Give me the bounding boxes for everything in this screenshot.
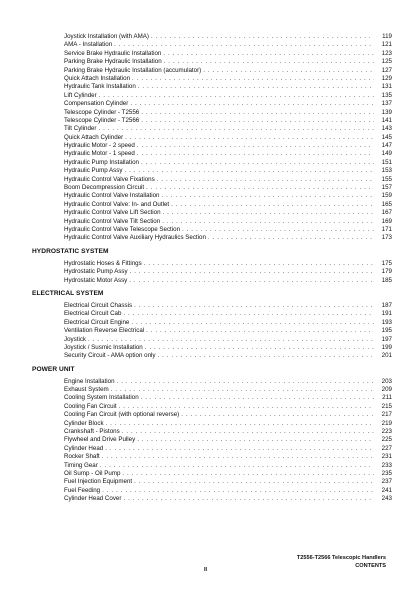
entry-page-number: 233: [381, 461, 392, 469]
toc-entry[interactable]: [32, 462, 392, 470]
entry-page-number: 175: [381, 259, 392, 267]
entry-page-number: 203: [381, 377, 392, 385]
dot-leader: [124, 167, 374, 175]
entry-page-number: 139: [381, 108, 392, 116]
entry-title: Electrical Circuit Chassis: [64, 301, 133, 309]
entry-page-number: 201: [381, 352, 392, 360]
toc-entry[interactable]: [32, 352, 392, 360]
toc-entry[interactable]: [32, 478, 392, 486]
toc-entry[interactable]: [32, 109, 392, 117]
entry-title: Crankshaft - Pistons: [64, 428, 120, 436]
entry-title: Cylinder Head Cover: [64, 495, 122, 503]
entry-title: Hydraulic Control Valve Lift Section: [64, 209, 161, 217]
toc-entry[interactable]: [32, 411, 392, 419]
entry-page-number: 127: [381, 66, 392, 74]
dot-leader: [162, 218, 374, 226]
toc-entry[interactable]: [32, 234, 392, 242]
toc-entry[interactable]: [32, 336, 392, 344]
toc-entry[interactable]: [32, 134, 392, 142]
entry-page-number: 121: [381, 41, 392, 49]
dot-leader: [130, 100, 374, 108]
toc-section: [32, 289, 392, 361]
entry-title: Cooling Fan Circuit (with optional reverse): [64, 411, 180, 419]
entry-page-number: 125: [381, 58, 392, 66]
toc-entry[interactable]: [32, 495, 392, 503]
dot-leader: [137, 150, 374, 158]
entry-page-number: 123: [381, 49, 392, 57]
dot-leader: [123, 495, 374, 503]
entry-page-number: 179: [381, 268, 392, 276]
entry-page-number: 151: [381, 158, 392, 166]
toc-entry[interactable]: [32, 302, 392, 310]
toc-section: [32, 33, 392, 243]
entry-title: Rocker Shaft: [64, 453, 100, 461]
toc-entry[interactable]: [32, 445, 392, 453]
entry-page-number: 153: [381, 167, 392, 175]
entry-page-number: 171: [381, 225, 392, 233]
entry-title: Exhaust System: [64, 386, 109, 394]
toc-entry[interactable]: [32, 41, 392, 49]
dot-leader: [137, 142, 374, 150]
entry-page-number: 141: [381, 116, 392, 124]
toc-entry[interactable]: [32, 125, 392, 133]
section-heading: POWER UNIT: [32, 365, 75, 373]
toc-entry[interactable]: [32, 487, 392, 495]
toc-entry[interactable]: [32, 436, 392, 444]
toc-entry[interactable]: [32, 184, 392, 192]
toc-entry[interactable]: [32, 403, 392, 411]
entry-page-number: 149: [381, 150, 392, 158]
dot-leader: [102, 487, 374, 495]
entry-title: Boom Decompression Circuit: [64, 184, 145, 192]
entry-title: Cylinder Head: [64, 444, 104, 452]
entry-title: Quick Attach Installation: [64, 74, 131, 82]
section-heading: HYDROSTATIC SYSTEM: [32, 247, 109, 255]
dot-leader: [141, 117, 374, 125]
entry-page-number: 137: [381, 100, 392, 108]
toc-entry[interactable]: [32, 83, 392, 91]
entry-title: Security Circuit - AMA option only: [64, 352, 156, 360]
toc-entry[interactable]: [32, 192, 392, 200]
dot-leader: [88, 336, 374, 344]
entry-page-number: 131: [381, 83, 392, 91]
footer-title-block: [297, 555, 386, 570]
toc-entry[interactable]: [32, 58, 392, 66]
entry-title: Hydraulic Control Valve Fixations: [64, 175, 155, 183]
footer-doc-title: T2556-T2566 Telescopic Handlers: [296, 555, 386, 561]
entry-title: Hydrostatic Pump Assy: [64, 268, 128, 276]
toc-section: [32, 365, 392, 504]
dot-leader: [144, 260, 374, 268]
entry-title: Hydraulic Control Valve: In- and Outlet: [64, 200, 170, 208]
entry-page-number: 159: [381, 192, 392, 200]
entry-title: Cooling Fan Circuit: [64, 402, 117, 410]
entry-page-number: 147: [381, 142, 392, 150]
dot-leader: [111, 386, 374, 394]
entry-title: Lift Cylinder: [64, 91, 97, 99]
toc-entry[interactable]: [32, 378, 392, 386]
dot-leader: [138, 83, 374, 91]
entry-page-number: 185: [381, 276, 392, 284]
entry-title: Hydrostatic Motor Assy: [64, 276, 128, 284]
dot-leader: [102, 453, 374, 461]
footer-page-number: II: [204, 567, 208, 573]
dot-leader: [132, 75, 374, 83]
toc-entry[interactable]: [32, 344, 392, 352]
entry-page-number: 187: [381, 301, 392, 309]
dot-leader: [146, 184, 374, 192]
dot-leader: [181, 411, 374, 419]
entry-page-number: 193: [381, 318, 392, 326]
entry-page-number: 209: [381, 386, 392, 394]
entry-page-number: 191: [381, 310, 392, 318]
entry-title: Compensation Cylinder: [64, 100, 129, 108]
dot-leader: [119, 403, 374, 411]
dot-leader: [99, 92, 374, 100]
toc-entry[interactable]: [32, 33, 392, 41]
dot-leader: [117, 378, 374, 386]
dot-leader: [114, 41, 374, 49]
toc-section: [32, 247, 392, 285]
dot-leader: [162, 192, 375, 200]
dot-leader: [134, 478, 374, 486]
dot-leader: [163, 209, 374, 217]
toc-entry[interactable]: [32, 470, 392, 478]
entry-page-number: 243: [381, 495, 392, 503]
dot-leader: [106, 420, 374, 428]
entry-title: Hydraulic Control Valve Auxiliary Hydraulics Section: [64, 234, 206, 242]
entry-title: Fuel Feeding: [64, 486, 101, 494]
entry-page-number: 195: [381, 327, 392, 335]
dot-leader: [134, 302, 374, 310]
dot-leader: [122, 470, 374, 478]
dot-leader: [163, 50, 374, 58]
dot-leader: [146, 327, 374, 335]
toc-entry[interactable]: [32, 268, 392, 276]
entry-title: Flywheel and Drive Pulley: [64, 436, 136, 444]
entry-title: Hydraulic Tank Installation: [64, 83, 136, 91]
toc-entry[interactable]: [32, 67, 392, 75]
dot-leader: [203, 67, 374, 75]
toc-entry[interactable]: [32, 117, 392, 125]
dot-leader: [125, 134, 374, 142]
entry-title: Electrical Circuit Engine: [64, 318, 130, 326]
entry-page-number: 173: [381, 234, 392, 242]
entry-page-number: 199: [381, 343, 392, 351]
entry-title: Fuel Injection Equipment: [64, 478, 133, 486]
dot-leader: [131, 319, 374, 327]
dot-leader: [157, 176, 374, 184]
entry-title: Tilt Cylinder: [64, 125, 97, 133]
dot-leader: [151, 33, 374, 41]
toc-entry[interactable]: [32, 218, 392, 226]
entry-page-number: 225: [381, 436, 392, 444]
entry-title: Cooling System Installation: [64, 394, 139, 402]
entry-title: Joystick / Susmic Installation: [64, 343, 143, 351]
entry-page-number: 237: [381, 478, 392, 486]
dot-leader: [141, 394, 374, 402]
toc-entry[interactable]: [32, 75, 392, 83]
dot-leader: [171, 201, 374, 209]
toc-entry[interactable]: [32, 394, 392, 402]
entry-page-number: 197: [381, 335, 392, 343]
entry-title: Hydraulic Control Valve Tilt Section: [64, 217, 161, 225]
entry-title: Cylinder Block: [64, 419, 104, 427]
toc-entry[interactable]: [32, 260, 392, 268]
entry-title: Hydraulic Control Valve Installation: [64, 192, 160, 200]
footer-section-label: CONTENTS: [355, 562, 386, 569]
entry-title: Hydraulic Control Valve Telescope Section: [64, 225, 181, 233]
section-heading: ELECTRICAL SYSTEM: [32, 289, 104, 297]
dot-leader: [141, 159, 374, 167]
entry-page-number: 217: [381, 411, 392, 419]
dot-leader: [123, 310, 374, 318]
dot-leader: [100, 462, 374, 470]
dot-leader: [141, 109, 374, 117]
toc-entry[interactable]: [32, 319, 392, 327]
entry-page-number: 165: [381, 200, 392, 208]
toc-entry[interactable]: [32, 420, 392, 428]
entry-title: Parking Brake Hydraulic Installation (accumulator): [64, 66, 202, 74]
entry-page-number: 143: [381, 125, 392, 133]
dot-leader: [130, 268, 374, 276]
toc-entry[interactable]: [32, 428, 392, 436]
toc-entry[interactable]: [32, 453, 392, 461]
dot-leader: [145, 344, 374, 352]
entry-page-number: 155: [381, 175, 392, 183]
toc-entry[interactable]: [32, 386, 392, 394]
entry-title: Ventilation Reverse Electrical: [64, 327, 145, 335]
entry-title: Hydraulic Pump Installation: [64, 158, 139, 166]
entry-page-number: 145: [381, 133, 392, 141]
entry-title: AMA - Installation: [64, 41, 113, 49]
entry-page-number: 241: [381, 486, 392, 494]
dot-leader: [137, 436, 374, 444]
entry-page-number: 169: [381, 217, 392, 225]
entry-title: Telescope Cylinder - T2566: [64, 116, 140, 124]
toc-entry[interactable]: [32, 50, 392, 58]
entry-title: Engine Installation: [64, 377, 115, 385]
table-of-contents: [32, 33, 392, 504]
dot-leader: [129, 277, 374, 285]
entry-page-number: 219: [381, 419, 392, 427]
entry-title: Joystick: [64, 335, 87, 343]
entry-page-number: 167: [381, 209, 392, 217]
entry-title: Hydraulic Motor - 2 speed: [64, 142, 135, 150]
toc-entry[interactable]: [32, 92, 392, 100]
toc-entry[interactable]: [32, 100, 392, 108]
entry-page-number: 231: [381, 453, 392, 461]
dot-leader: [105, 445, 374, 453]
dot-leader: [98, 125, 374, 133]
toc-entry[interactable]: [32, 201, 392, 209]
entry-title: Timing Gear: [64, 461, 98, 469]
entry-page-number: 135: [381, 91, 392, 99]
entry-title: Parking Brake Hydraulic Installation: [64, 58, 162, 66]
entry-title: Electrical Circuit Cab: [64, 310, 122, 318]
entry-page-number: 235: [381, 469, 392, 477]
entry-title: Hydraulic Pump Assy: [64, 167, 123, 175]
toc-entry[interactable]: [32, 150, 392, 158]
dot-leader: [208, 234, 374, 242]
toc-entry[interactable]: [32, 209, 392, 217]
dot-leader: [164, 58, 374, 66]
toc-entry[interactable]: [32, 159, 392, 167]
entry-page-number: 227: [381, 444, 392, 452]
entry-title: Hydraulic Motor - 1 speed: [64, 150, 135, 158]
entry-page-number: 129: [381, 74, 392, 82]
toc-entry[interactable]: [32, 327, 392, 335]
dot-leader: [157, 352, 374, 360]
toc-entry[interactable]: [32, 142, 392, 150]
toc-entry[interactable]: [32, 226, 392, 234]
toc-entry[interactable]: [32, 277, 392, 285]
entry-title: Quick Attach Cylinder: [64, 133, 124, 141]
toc-entry[interactable]: [32, 167, 392, 175]
entry-title: Oil Sump - Oil Pump: [64, 469, 121, 477]
dot-leader: [122, 428, 374, 436]
entry-title: Joystick Installation (with AMA): [64, 33, 149, 40]
entry-page-number: 215: [381, 402, 392, 410]
entry-page-number: 211: [382, 394, 392, 402]
entry-title: Service Brake Hydraulic Installation: [64, 49, 162, 57]
toc-entry[interactable]: [32, 176, 392, 184]
entry-page-number: 223: [381, 428, 392, 436]
dot-leader: [182, 226, 374, 234]
toc-entry[interactable]: [32, 310, 392, 318]
entry-page-number: 157: [381, 184, 392, 192]
entry-page-number: 119: [382, 33, 392, 40]
entry-title: Hydrostatic Hoses & Fittings: [64, 259, 142, 267]
entry-title: Telescope Cylinder - T2556: [64, 108, 140, 116]
